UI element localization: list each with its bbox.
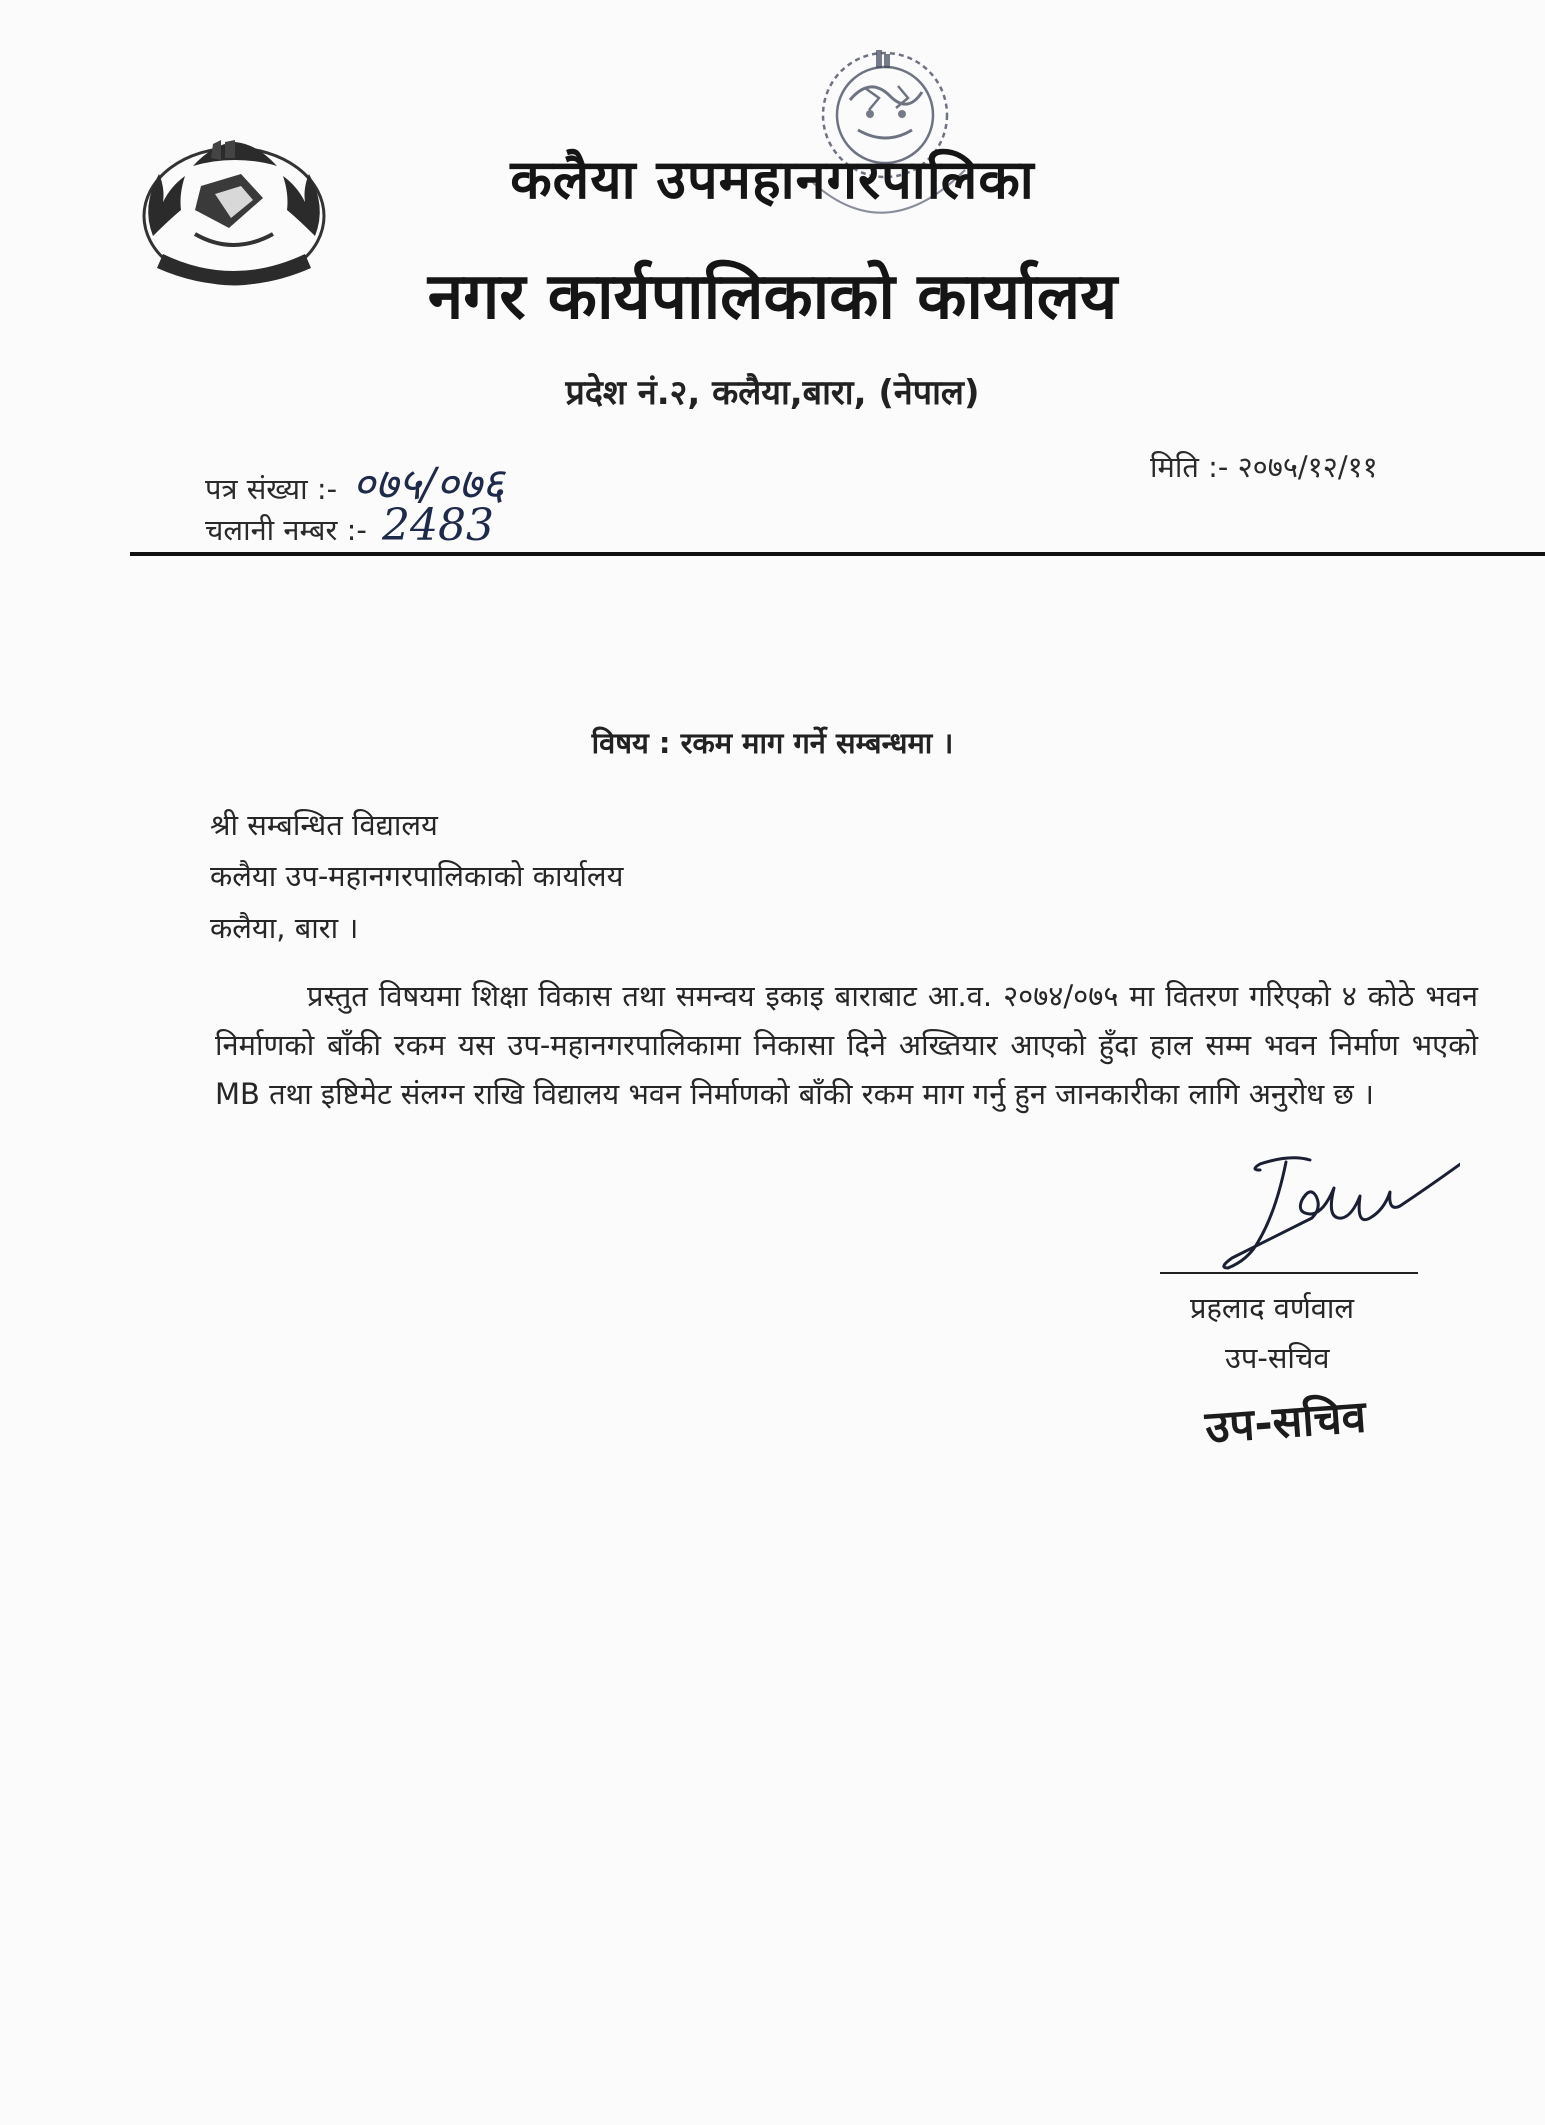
recipient-line-1: श्री सम्बन्धित विद्यालय <box>210 808 438 842</box>
signer-title: उप-सचिव <box>1225 1341 1330 1375</box>
letter-date <box>1150 447 1378 486</box>
office-title: नगर कार्यपालिकाको कार्यालय <box>427 260 1118 334</box>
letter-number-value: ०७५/०७६ <box>352 459 505 510</box>
recipient-line-2: कलैया उप-महानगरपालिकाको कार्यालय <box>210 859 624 893</box>
letter-subject: विषय : रकम माग गर्ने सम्बन्धमा । <box>591 726 954 760</box>
letter-body: प्रस्तुत विषयमा शिक्षा विकास तथा समन्वय इकाइ बाराबाट आ.व. २०७४/०७५ मा वितरण गरिएको ४ कोठे भवन निर्माणको बाँकी रकम यस उप-महानगरपालिकामा निकासा दिने अख्तियार आएको हुँदा हाल सम्म भवन निर्माण भएको MB तथा इष्टिमेट संलग्न राखि विद्यालय भवन निर्माणको बाँकी रकम माग गर्नु हुन जानकारीका लागि अनुरोध छ । <box>215 979 1478 1111</box>
date-label: मिति :- <box>1150 450 1229 484</box>
signature-line <box>1160 1272 1418 1274</box>
header-divider <box>130 552 1545 556</box>
dispatch-number <box>205 500 494 551</box>
office-address: प्रदेश नं.२, कलैया,बारा, (नेपाल) <box>565 373 980 413</box>
handwritten-signature-icon <box>1200 1140 1460 1280</box>
date-value: २०७५/१२/११ <box>1237 450 1378 484</box>
dispatch-number-label: चलानी नम्बर :- <box>205 513 367 547</box>
municipality-title: कलैया उपमहानगरपालिका <box>510 148 1035 211</box>
dispatch-number-value: 2483 <box>382 500 495 551</box>
signer-name: प्रहलाद वर्णवाल <box>1190 1291 1355 1325</box>
recipient-line-3: कलैया, बारा । <box>210 911 359 945</box>
designation-stamp: उप-सचिव <box>1203 1391 1368 1454</box>
letter-number-label: पत्र संख्या :- <box>205 472 338 506</box>
